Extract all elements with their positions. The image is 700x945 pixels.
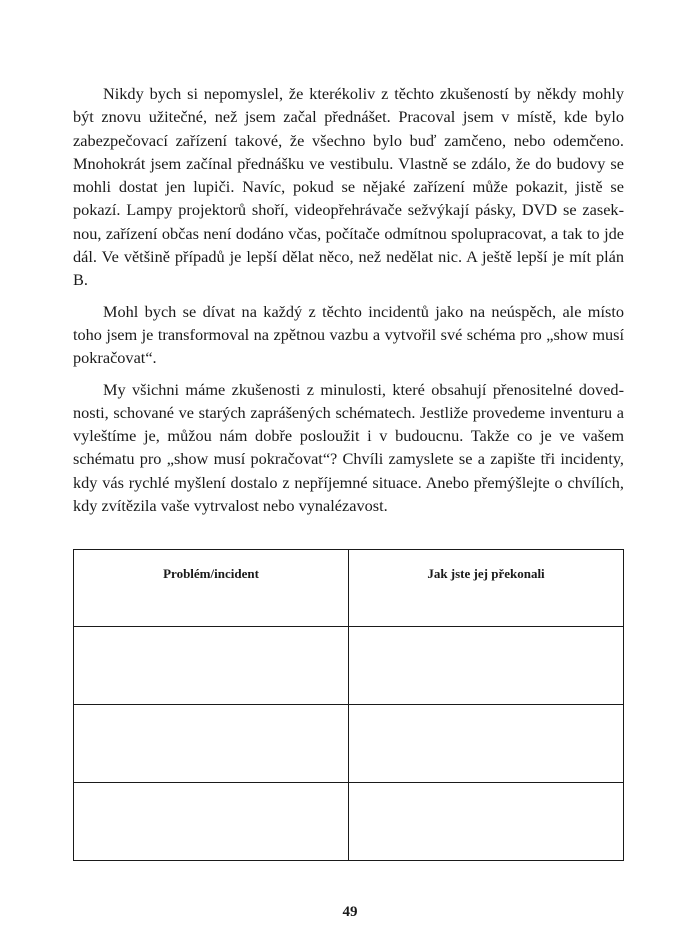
page-number: 49 (342, 904, 358, 920)
table-row (74, 627, 624, 705)
table-cell-problem[interactable] (74, 627, 349, 705)
column-header-solution: Jak jste jej překonali (349, 550, 624, 627)
incident-worksheet-table (73, 549, 624, 861)
table-cell-solution[interactable] (349, 783, 624, 861)
column-header-problem: Problém/incident (74, 550, 349, 627)
table-cell-solution[interactable] (349, 705, 624, 783)
table-cell-solution[interactable] (349, 627, 624, 705)
table-row (74, 783, 624, 861)
table-header-row (74, 550, 624, 627)
paragraph-2: Mohl bych se dívat na každý z těchto incidentů jako na neúspěch, ale místo toho jsem je transformoval na zpětnou vazbu a vytvořil své schéma pro „show musí pokračovat“. (73, 301, 624, 368)
paragraph-3: My všichni máme zkušenosti z minulosti, které obsahují přenositelné dovednosti, schované ve starých zaprášených schématech. Jestliže provedeme inventuru a vyleštíme je, můžou nám dobře posloužit i v budoucnu. Takže co je ve vašem schématu pro „show musí pokračovat“? Chvíli zamyslete se a zapište tři incidenty, kdy vás rychlé myšlení dostalo z nepříjemné situace. Anebo přemýšlejte o chvílích, kdy zvítězila vaše vytrvalost nebo vynalézavost. (73, 379, 624, 516)
paragraph-1: Nikdy bych si nepomyslel, že kterékoliv z těchto zkušeností by někdy mohly být znovu užitečné, než jsem začal přednášet. Pracoval jsem v místě, kde bylo zabezpečovací zařízení takové, že všechno bylo buď zamčeno, nebo odemčeno. Mnohokrát jsem začínal přednášku ve vestibulu. Vlastně se zdálo, že do budovy se mohli dostat jen lupiči. Navíc, pokud se nějaké zařízení může pokazit, jistě se pokazí. Lampy projektorů shoří, videopřehrávače sežvýkají pásky, DVD se zaseknou, zařízení občas není dodáno včas, počítače odmítnou spolupracovat, a tak to jde dál. Ve většině případů je lepší dělat něco, než nedělat nic. A ještě lepší je mít plán B. (73, 84, 624, 290)
body-text (73, 82, 624, 517)
table-cell-problem[interactable] (74, 783, 349, 861)
table-cell-problem[interactable] (74, 705, 349, 783)
table-row (74, 705, 624, 783)
